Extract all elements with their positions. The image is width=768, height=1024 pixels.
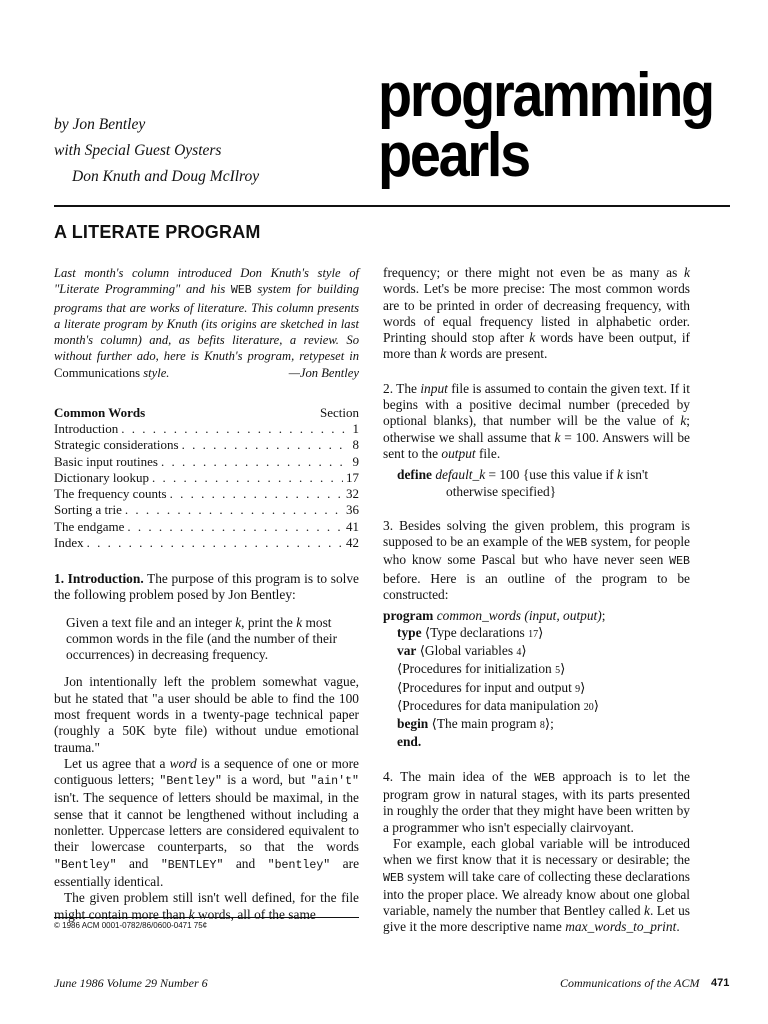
section-1-paragraph-4: The given problem still isn't well defined, for the file might contain more than k words, all of the same [54,890,359,922]
section-1-paragraph: 1. Introduction. The purpose of this program is to solve the following problem posed by Jon Bentley: [54,570,360,603]
toc-section-label: Section [320,405,359,421]
editor-intro: Last month's column introduced Don Knuth's style of "Literate Programming" and his WEB system for building programs that are works of literature. This column presents a literate program by Knuth (its origins are sketched in last month's column) and, as befits literature, a review. So without further ado, here is Knuth's program, retypeset in Communications style. —Jon Bentley [54,266,359,380]
right-column [383,265,690,936]
toc-entry: Sorting a trie . . . 36 [54,502,359,518]
masthead-line-1: programming [378,61,713,130]
section-1-paragraph-3: Let us agree that a word is a sequence of one or more contiguous letters; "Bentley" is a word, but "ain't" isn't. The sequence of letters should be maximal, in the sense that it cannot be lengthened without including a nonletter. Uppercase letters are considered equivalent to their lowercase counterparts, so that the words "Bentley" and "BENTLEY" and "bentley" are essentially identical. [54,755,360,889]
guest-names: Don Knuth and Doug McIlroy [72,168,260,185]
code-line: end. [397,734,422,750]
code-line: type ⟨Type declarations 17⟩ [397,624,544,640]
toc-entry: Introduction . . . 1 [54,421,359,437]
guest-label: with Special Guest Oysters [54,142,222,159]
left-column [54,265,359,923]
toc-heading: Common Words [54,405,146,421]
section-4-paragraph-2: For example, each global variable will be introduced when we first know that it is necessary or desirable; the WEB system will take care of collecting these declarations into the proper place. We already know about one global variable, namely the number that Bentley called k. Let us give it the more descriptive name max_words_to_print. [383,835,690,935]
code-line: ⟨Procedures for data manipulation 20⟩ [397,697,599,713]
program-outline [383,608,690,750]
toc-entry: The endgame . . . 41 [54,519,359,535]
table-of-contents [54,405,359,551]
section-4-number: 4. [383,768,394,784]
toc-entry: Basic input routines . . . 9 [54,454,359,470]
copyright-notice: © 1986 ACM 0001-0782/86/0600-0471 75¢ [54,917,359,930]
problem-quote: Given a text file and an integer k, print the k most common words in the file (and the number of their occurrences) in decreasing frequency. [66,614,338,663]
journal-name: Communications of the ACM [560,976,700,990]
title-divider [54,205,730,207]
code-line: begin ⟨The main program 8⟩; [397,716,554,732]
section-1-heading: 1. Introduction. [54,570,144,586]
section-1-continued: frequency; or there might not even be as many as k words. Let's be more precise: The most common words are to be printed in order of decreasing frequency, with words of equal frequency listed in alphabetic order. Printing should stop after k words have been output, if more than k words are present. [383,265,690,362]
section-3-number: 3. [383,517,394,533]
toc-entry: Index . . . 42 [54,535,359,551]
section-3-paragraph: 3. Besides solving the given problem, this program is supposed to be an example of the WEB system, for people who know some Pascal but who have never seen WEB before. Here is an outline of the program to be constructed: [383,517,690,603]
toc-entry: Strategic considerations . . . 8 [54,437,359,453]
section-2-number: 2. [383,380,394,396]
code-line: program common_words (input, output); [383,608,606,624]
define-statement: define default_k = 100 {use this value if k isn't otherwise specified} [397,467,649,499]
issue-info: June 1986 Volume 29 Number 6 [54,976,208,990]
article-title: A LITERATE PROGRAM [54,222,261,242]
section-2-paragraph: 2. The input file is assumed to contain the given text. If it begins with a positive decimal number (preceded by optional blanks), that number will be the value of k; otherwise we shall assume that k = 100. Answers will be sent to the output file. [383,380,690,461]
column-masthead [378,61,713,190]
section-4-paragraph: 4. The main idea of the WEB approach is to let the program grow in natural stages, with its parts presented in roughly the order that they might have been written by a programmer who isn't especially clairvoyant. [383,768,690,835]
code-line: ⟨Procedures for input and output 9⟩ [397,679,586,695]
masthead-line-2: pearls [378,121,529,190]
code-line: ⟨Procedures for initialization 5⟩ [397,661,566,677]
toc-entry: Dictionary lookup . . . 17 [54,470,359,486]
section-1-paragraph-2: Jon intentionally left the problem somewhat vague, but he stated that "a user should be able to find the 100 most frequent words in a twenty-page technical paper (roughly a 50K byte file) without undue emotional trauma." [54,674,359,755]
code-line: var ⟨Global variables 4⟩ [397,642,527,658]
page-number: 471 [711,977,730,989]
author-line: by Jon Bentley [54,116,146,133]
toc-entry: The frequency counts . . . 32 [54,486,359,502]
byline [54,112,384,190]
toc-header [54,405,359,421]
intro-signature: —Jon Bentley [288,365,359,380]
